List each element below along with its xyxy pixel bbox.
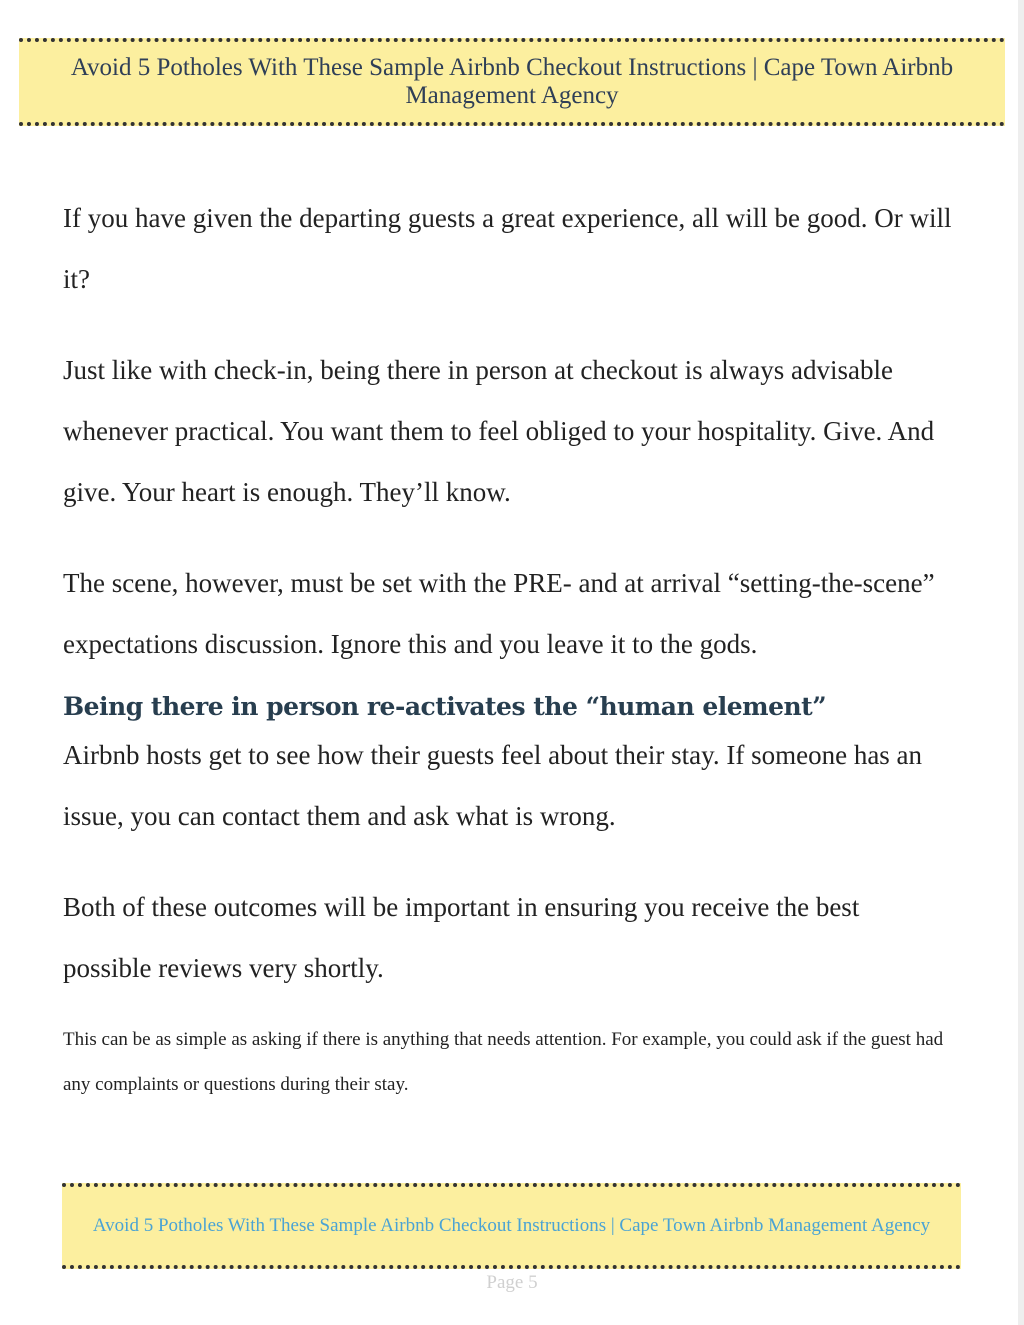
document-body — [63, 188, 953, 1107]
header-title: Avoid 5 Potholes With These Sample Airbnb Checkout Instructions | Cape Town Airbnb Management Agency — [70, 54, 954, 109]
footer-banner — [62, 1183, 961, 1269]
page-edge — [1018, 0, 1024, 1325]
footer-title-link[interactable]: Avoid 5 Potholes With These Sample Airbnb Checkout Instructions | Cape Town Airbnb Management Agency — [92, 1215, 931, 1236]
page-number: Page 5 — [486, 1272, 538, 1293]
section-heading: Being there in person re-activates the “human element” — [63, 692, 827, 721]
paragraph-hosts: Airbnb hosts get to see how their guests feel about their stay. If someone has an issue, you can contact them and ask what is wrong. — [63, 740, 923, 831]
header-banner — [19, 38, 1005, 126]
paragraph-check-in: Just like with check-in, being there in person at checkout is always advisable whenever practical. You want them to feel obliged to your hospitality. Give. And give. Your heart is enough. They’ll know. — [63, 355, 935, 507]
paragraph-outcomes: Both of these outcomes will be important in ensuring you receive the best possible reviews very shortly. — [63, 892, 860, 983]
paragraph-scene: The scene, however, must be set with the PRE- and at arrival “setting-the-scene” expectations discussion. Ignore this and you leave it to the gods. — [63, 568, 935, 659]
paragraph-simple: This can be as simple as asking if there is anything that needs attention. For example, you could ask if the guest had any complaints or questions during their stay. — [63, 1029, 944, 1095]
paragraph-experience: If you have given the departing guests a great experience, all will be good. Or will it? — [63, 203, 952, 294]
